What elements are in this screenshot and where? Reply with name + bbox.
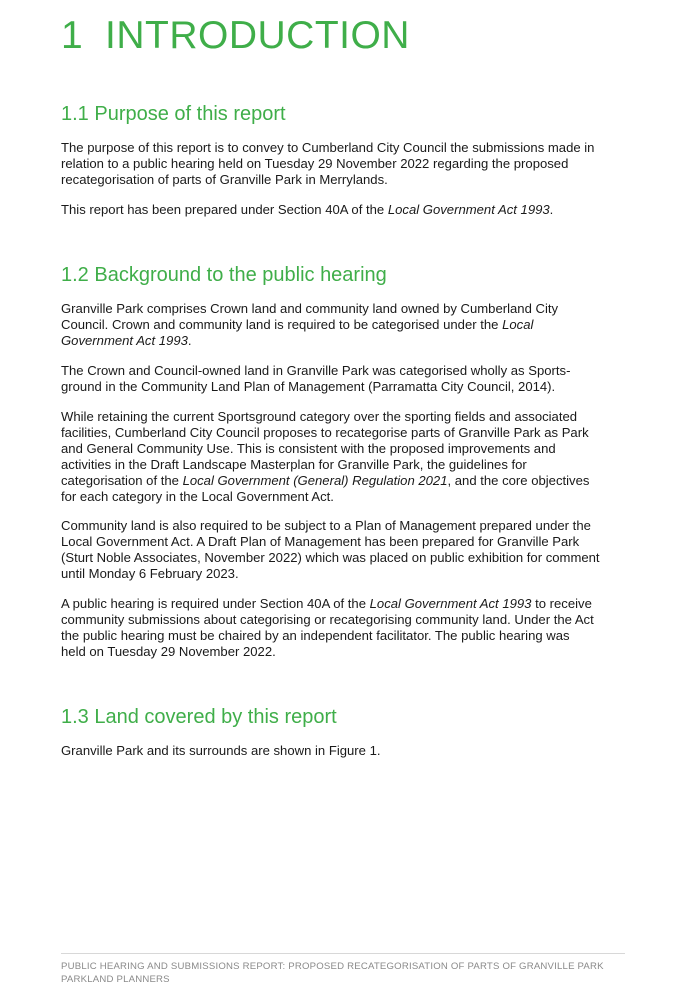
text-line bbox=[61, 534, 627, 550]
text-line bbox=[61, 317, 627, 333]
paragraph bbox=[61, 596, 627, 660]
paragraph bbox=[61, 140, 627, 188]
text-run: categorisation of the bbox=[61, 473, 183, 488]
text-run: and General Community Use. This is consistent with the proposed improvements and bbox=[61, 441, 556, 456]
text-run: , and the core objectives bbox=[447, 473, 590, 488]
text-run: community submissions about categorising or recategorising community land. Under the Act bbox=[61, 612, 594, 627]
text-line bbox=[61, 409, 627, 425]
text-run: for each category in the Local Government Act. bbox=[61, 489, 334, 504]
text-run: the public hearing must be chaired by an independent facilitator. The public hearing was bbox=[61, 628, 570, 643]
paragraph bbox=[61, 409, 627, 505]
text-line bbox=[61, 379, 627, 395]
text-line bbox=[61, 172, 627, 188]
text-run: Community land is also required to be subject to a Plan of Management prepared under the bbox=[61, 518, 591, 533]
text-run: A public hearing is required under Section 40A of the bbox=[61, 596, 370, 611]
text-line bbox=[61, 596, 627, 612]
paragraph bbox=[61, 301, 627, 349]
text-run: facilities, Cumberland City Council proposes to recategorise parts of Granville Park as Park bbox=[61, 425, 589, 440]
text-line bbox=[61, 473, 627, 489]
text-line bbox=[61, 612, 627, 628]
text-run: to receive bbox=[531, 596, 592, 611]
text-line bbox=[61, 301, 627, 317]
text-line bbox=[61, 202, 627, 218]
italic-text: Local bbox=[502, 317, 534, 332]
text-run: This report has been prepared under Section 40A of the bbox=[61, 202, 388, 217]
text-line bbox=[61, 743, 627, 759]
text-run: While retaining the current Sportsground category over the sporting fields and associated bbox=[61, 409, 578, 424]
text-line bbox=[61, 489, 627, 505]
text-line bbox=[61, 550, 627, 566]
paragraph bbox=[61, 743, 627, 759]
text-line bbox=[61, 518, 627, 534]
footer-divider bbox=[61, 953, 625, 954]
italic-text: Government Act 1993 bbox=[61, 333, 188, 348]
footer-report-title: PUBLIC HEARING AND SUBMISSIONS REPORT: PROPOSED RECATEGORISATION OF PARTS OF GRANVILLE PARK bbox=[61, 961, 604, 972]
text-line bbox=[61, 156, 627, 172]
text-line bbox=[61, 566, 627, 582]
paragraph bbox=[61, 518, 627, 582]
text-run: The Crown and Council-owned land in Granville Park was categorised wholly as Sports- bbox=[61, 363, 571, 378]
chapter-title-text: INTRODUCTION bbox=[105, 14, 410, 57]
paragraph bbox=[61, 363, 627, 395]
italic-text: Local Government Act 1993 bbox=[369, 596, 532, 611]
text-run: recategorisation of parts of Granville Park in Merrylands. bbox=[61, 172, 388, 187]
text-run: until Monday 6 February 2023. bbox=[61, 566, 239, 581]
page-footer bbox=[61, 960, 604, 986]
section-heading-background: 1.2 Background to the public hearing bbox=[61, 264, 387, 286]
text-line bbox=[61, 333, 627, 349]
text-run: The purpose of this report is to convey to Cumberland City Council the submissions made in bbox=[61, 140, 595, 155]
text-run: relation to a public hearing held on Tuesday 29 November 2022 regarding the proposed bbox=[61, 156, 569, 171]
text-run: Council. Crown and community land is required to be categorised under the bbox=[61, 317, 503, 332]
text-run: Granville Park comprises Crown land and community land owned by Cumberland City bbox=[61, 301, 559, 316]
text-line bbox=[61, 363, 627, 379]
text-run: (Sturt Noble Associates, November 2022) which was placed on public exhibition for comment bbox=[61, 550, 600, 565]
text-line bbox=[61, 425, 627, 441]
paragraph bbox=[61, 202, 627, 218]
chapter-title bbox=[61, 14, 621, 58]
text-run: Local Government Act. A Draft Plan of Management has been prepared for Granville Park bbox=[61, 534, 580, 549]
text-line bbox=[61, 644, 627, 660]
footer-author: PARKLAND PLANNERS bbox=[61, 974, 170, 985]
chapter-number: 1 bbox=[61, 14, 84, 57]
italic-text: Local Government Act 1993 bbox=[387, 202, 550, 217]
text-run: . bbox=[187, 333, 192, 348]
italic-text: Local Government (General) Regulation 2021 bbox=[182, 473, 448, 488]
text-run: activities in the Draft Landscape Masterplan for Granville Park, the guidelines for bbox=[61, 457, 527, 472]
text-line bbox=[61, 140, 627, 156]
text-run: . bbox=[549, 202, 554, 217]
text-run: held on Tuesday 29 November 2022. bbox=[61, 644, 276, 659]
section-heading-purpose: 1.1 Purpose of this report bbox=[61, 103, 286, 125]
text-line bbox=[61, 441, 627, 457]
text-line bbox=[61, 457, 627, 473]
text-line bbox=[61, 628, 627, 644]
text-run: Granville Park and its surrounds are shown in Figure 1. bbox=[61, 743, 381, 758]
section-heading-land-covered: 1.3 Land covered by this report bbox=[61, 706, 337, 728]
text-run: ground in the Community Land Plan of Management (Parramatta City Council, 2014). bbox=[61, 379, 556, 394]
